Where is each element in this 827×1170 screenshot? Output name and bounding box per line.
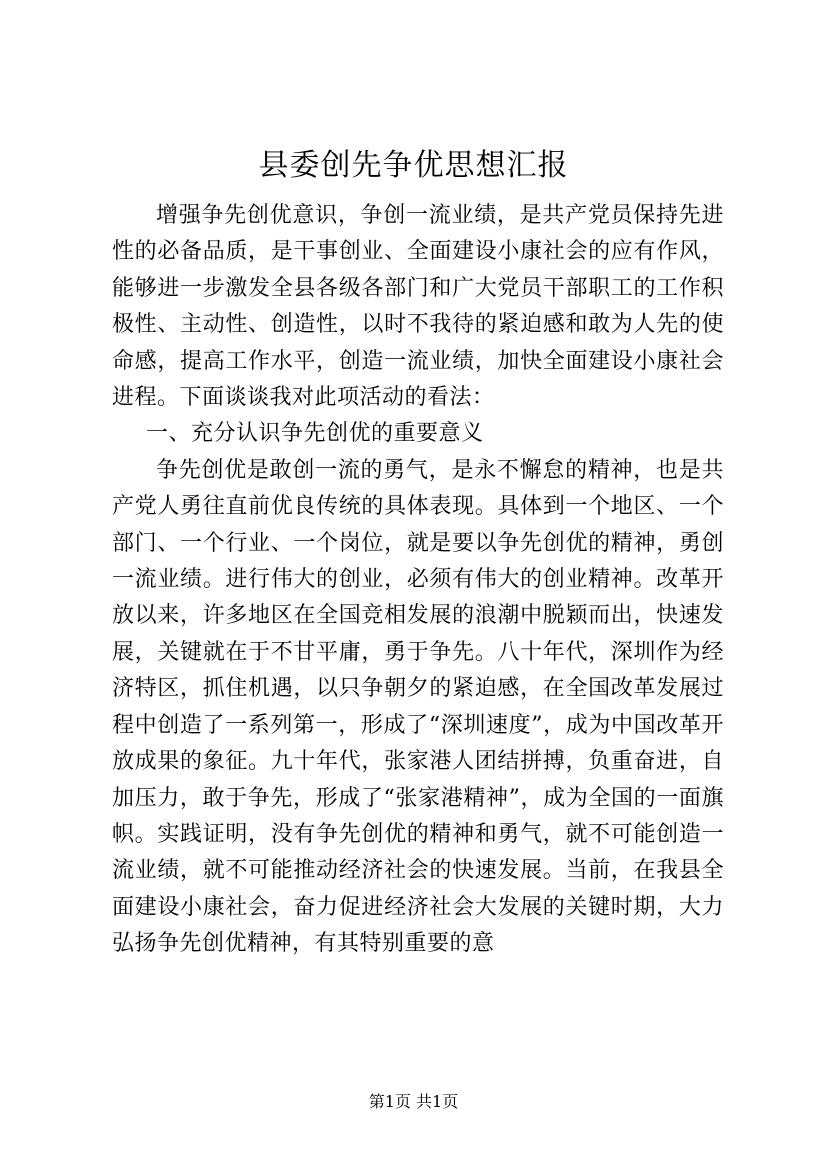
page-footer: 第1页 共1页 bbox=[368, 1092, 459, 1111]
intro-paragraph: 增强争先创优意识，争创一流业绩，是共产党员保持先进性的必备品质，是干事创业、全面建设小康社会的应有作风，能够进一步激发全县各级各部门和广大党员干部职工的工作积极性、主动性、创造性，以时不我待的紧迫感和敢为人先的使命感，提高工作水平，创造一流业绩，加快全面建设小康社会进程。下面谈谈我对此项活动的看法： bbox=[112, 203, 724, 411]
document-body bbox=[112, 198, 724, 963]
document-title: 县委创先争优思想汇报 bbox=[258, 148, 569, 183]
section-heading: 一、充分认识争先创优的重要意义 bbox=[146, 421, 484, 447]
section-paragraph: 争先创优是敢创一流的勇气，是永不懈怠的精神，也是共产党人勇往直前优良传统的具体表现。具体到一个地区、一个部门、一个行业、一个岗位，就是要以争先创优的精神，勇创一流业绩。进行伟大的创业，必须有伟大的创业精神。改革开放以来，许多地区在全国竞相发展的浪潮中脱颖而出，快速发展，关键就在于不甘平庸，勇于争先。八十年代，深圳作为经济特区，抓住机遇，以只争朝夕的紧迫感，在全国改革发展过程中创造了一系列第一，形成了“深圳速度”，成为中国改革开放成果的象征。九十年代，张家港人团结拼搏，负重奋进，自加压力，敢于争先，形成了“张家港精神”，成为全国的一面旗帜。实践证明，没有争先创优的精神和勇气，就不可能创造一流业绩，就不可能推动经济社会的快速发展。当前，在我县全面建设小康社会，奋力促进经济社会大发展的关键时期，大力弘扬争先创优精神，有其特别重要的意 bbox=[112, 457, 724, 957]
